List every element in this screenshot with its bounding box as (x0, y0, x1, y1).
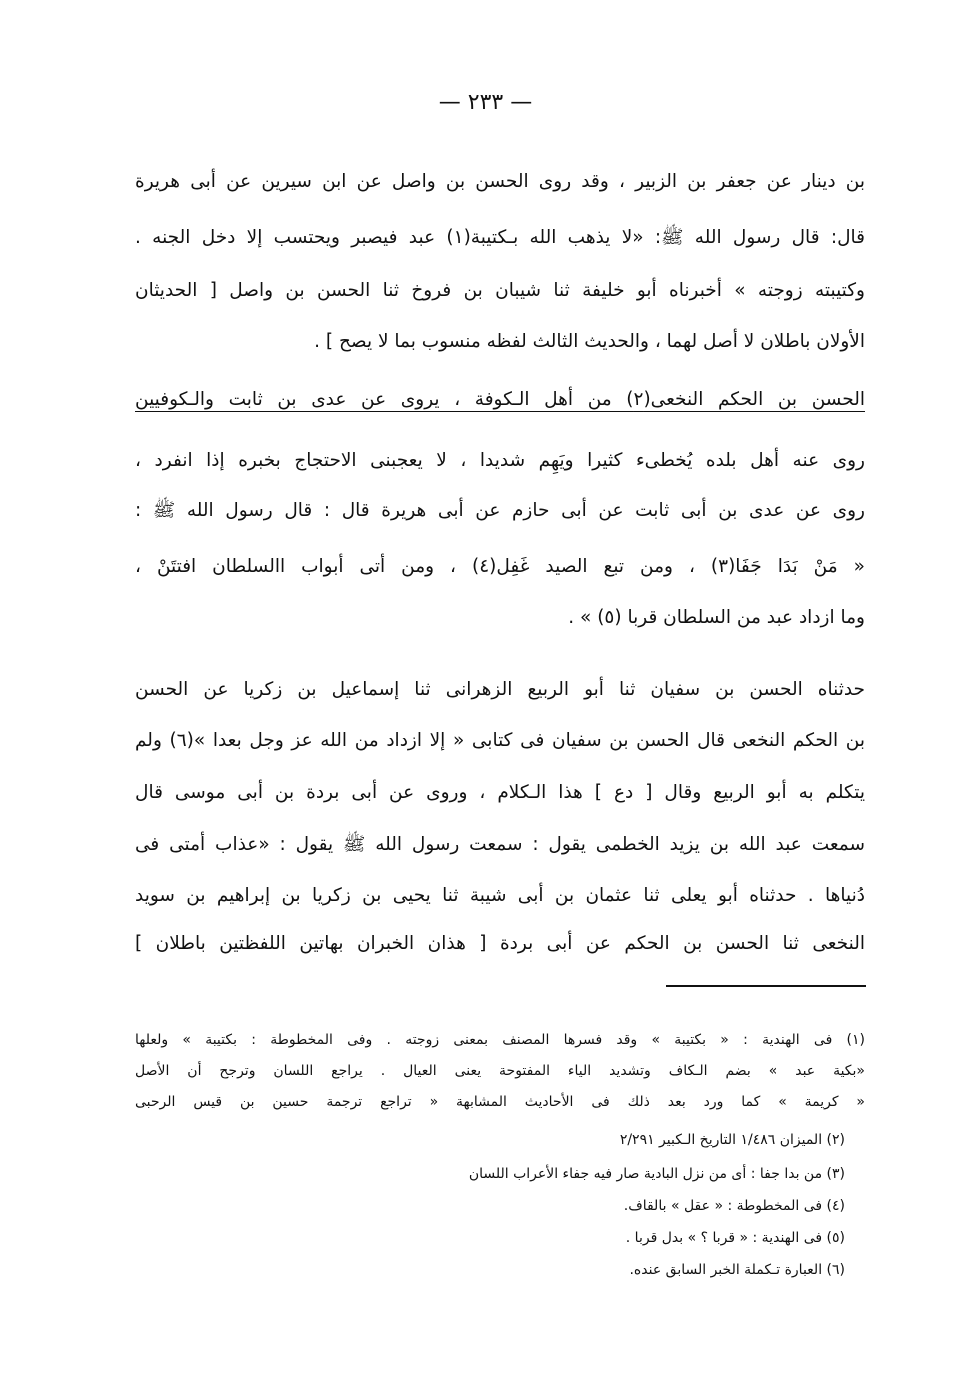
footnote-line: « كريمة » كما ورد بعد ذلك فى الأحاديث المشابهة « تراجع ترجمة حسين بن قيس الرحبى (135, 1094, 865, 1110)
text-line: روى عنه أهل بلده يُخطىء كثيرا ويَهِم شديدا ، لا يعجبنى الاحتجاج بخبره إذا انفرد ، (135, 450, 865, 471)
text-line: وما ازداد عبد من السلطان قربا (٥) » . (568, 607, 865, 628)
footnote-line: (١) فى الهندية : « بكتيبة » وقد فسرها المصنف بمعنى زوجته . وفى المخطوطة : بكتيبة » ولعلها (135, 1032, 865, 1048)
footnote-line: (٥) فى الهندية : « قربا ؟ » بدل قربا . (625, 1230, 845, 1246)
text-line: حدثناه الحسن بن سفيان ثنا أبو الربيع الزهرانى ثنا إسماعيل بن زكريا عن الحسن (135, 679, 865, 700)
footnote-line: (٣) من بدا جفا : أى من نزل البادية صار فيه جفاء الأعراب اللسان (468, 1166, 845, 1182)
text-line: بن الحكم النخعى قال الحسن بن سفيان فى كتابى « إلا ازداد من الله عز وجل بعدا »(٦) ولم (135, 730, 865, 751)
footnote-separator (666, 985, 866, 987)
page-number: — ٢٣٣ — (438, 90, 533, 115)
text-line: النخعى ثنا الحسن بن الحكم عن أبى بردة [ هذان الخبران بهاتين اللفظتين باطلان ] (135, 933, 865, 954)
entry-heading-line: الحسن بن الحكم النخعى(٢) من أهل الـكوفة ، يروى عن عدى بن ثابت والـكوفيين (135, 389, 865, 410)
text-line: وكتيبته زوجته » أخبرناه أبو خليفة ثنا شيبان بن فروخ ثنا الحسن بن واصل [ الحديثان (135, 280, 865, 301)
footnote-line: (٦) العبارة تـكملة الخبر السابق عنده. (629, 1262, 845, 1278)
text-line: روى عن عدى بن أبى ثابت عن أبى حازم عن أبى هريرة قال : قال رسول الله ﷺ : (135, 500, 865, 521)
text-line: يتكلم به أبو الربيع وقال [ دع ] هذا الـكلام ، وروى عن أبى بردة بن أبى موسى قال (135, 782, 865, 803)
footnote-line: «بكية عبد » بضم الـكاف وتشديد الياء المفتوحة يعنى العيال . يراجع اللسان وترجح أن الأصل (135, 1063, 865, 1079)
text-line: « مَنْ بَدَا جَفَا(٣) ، ومن تبع الصيد غَفِل(٤) ، ومن أتى أبواب االسلطان افتتَنْ ، (135, 556, 865, 577)
text-line: سمعت عبد الله بن يزيد الخطمى يقول : سمعت رسول الله ﷺ يقول : «عذاب أمتى فى (135, 834, 865, 855)
text-line: الأولان باطلان لا أصل لهما ، والحديث الثالث لفظه منسوب بما لا يصح ] . (314, 331, 865, 352)
text-line: بن دينار عن جعفر بن الزبير ، وقد روى الحسن بن واصل عن ابن سيرين عن أبى هريرة (135, 171, 865, 192)
text-line: دُنياها . حدثناه أبو يعلى ثنا عثمان بن أبى شيبة ثنا يحيى بن زكريا بن إبراهيم بن سويد (135, 885, 865, 906)
text-line: قال: قال رسول الله ﷺ: «لا يذهب الله بـكتيبة(١) عبد فيصبر ويحتسب إلا دخل الجنه . (135, 227, 865, 248)
footnote-line: (٤) فى المخطوطة : « عقل » بالقاف. (623, 1198, 845, 1214)
footnote-line: (٢) الميزان ١/٤٨٦ التاريخ الـكبير ٢/٢٩١ (619, 1132, 845, 1148)
